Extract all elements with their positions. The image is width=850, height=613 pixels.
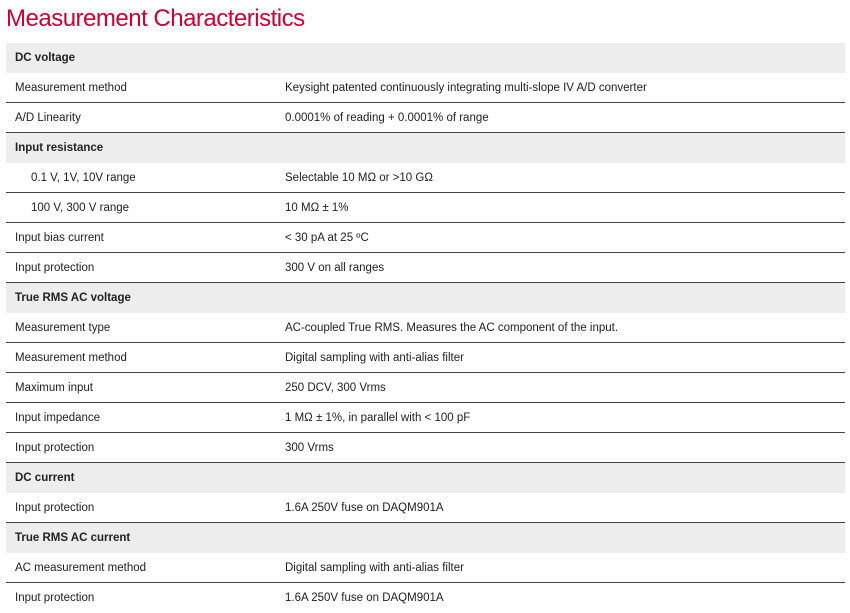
- spec-value: 10 MΩ ± 1%: [285, 202, 349, 214]
- spec-value: 1.6A 250V fuse on DAQM901A: [285, 592, 444, 604]
- spec-row: [6, 73, 845, 103]
- spec-value: Digital sampling with anti-alias filter: [285, 352, 464, 364]
- spec-value: 300 V on all ranges: [285, 262, 385, 274]
- spec-label: Measurement method: [15, 82, 127, 94]
- section-header-row: [6, 133, 845, 163]
- spec-label: 100 V, 300 V range: [31, 202, 130, 214]
- spec-label: A/D Linearity: [15, 112, 81, 124]
- spec-label: Input protection: [15, 442, 95, 454]
- spec-row: [6, 373, 845, 403]
- spec-label: Measurement type: [15, 322, 111, 334]
- section-title: Input resistance: [15, 142, 104, 154]
- spec-value: Selectable 10 MΩ or >10 GΩ: [285, 172, 433, 184]
- spec-label: AC measurement method: [15, 562, 147, 574]
- section-header-row: [6, 283, 845, 313]
- spec-label: 0.1 V, 1V, 10V range: [31, 172, 136, 184]
- section-header-row: [6, 463, 845, 493]
- spec-table: [6, 43, 845, 613]
- spec-row: [6, 193, 845, 223]
- spec-label: Input protection: [15, 592, 95, 604]
- spec-row: [6, 253, 845, 283]
- section-header-row: [6, 43, 845, 73]
- spec-value: Digital sampling with anti-alias filter: [285, 562, 464, 574]
- spec-label: Input protection: [15, 262, 95, 274]
- spec-value: Keysight patented continuously integrating multi-slope IV A/D converter: [285, 82, 647, 94]
- spec-row: [6, 163, 845, 193]
- spec-row: [6, 553, 845, 583]
- spec-value: 0.0001% of reading + 0.0001% of range: [285, 112, 489, 124]
- spec-value: 1 MΩ ± 1%, in parallel with < 100 pF: [285, 412, 471, 424]
- spec-label: Measurement method: [15, 352, 127, 364]
- spec-value: < 30 pA at 25 ºC: [285, 232, 369, 244]
- spec-value: 250 DCV, 300 Vrms: [285, 382, 386, 394]
- spec-label: Input protection: [15, 502, 95, 514]
- spec-label: Maximum input: [15, 382, 93, 394]
- spec-row: [6, 223, 845, 253]
- spec-label: Input impedance: [15, 412, 101, 424]
- section-title: DC voltage: [15, 52, 76, 64]
- spec-value: 1.6A 250V fuse on DAQM901A: [285, 502, 444, 514]
- spec-row: [6, 433, 845, 463]
- spec-row: [6, 313, 845, 343]
- spec-value: 300 Vrms: [285, 442, 334, 454]
- section-header-row: [6, 523, 845, 553]
- spec-row: [6, 493, 845, 523]
- page-title: Measurement Characteristics: [6, 5, 305, 32]
- spec-value: AC-coupled True RMS. Measures the AC component of the input.: [285, 322, 619, 334]
- spec-row: [6, 403, 845, 433]
- spec-label: Input bias current: [15, 232, 104, 244]
- spec-row: [6, 103, 845, 133]
- section-title: True RMS AC current: [15, 532, 131, 544]
- section-title: DC current: [15, 472, 75, 484]
- section-title: True RMS AC voltage: [15, 292, 131, 304]
- spec-row: [6, 343, 845, 373]
